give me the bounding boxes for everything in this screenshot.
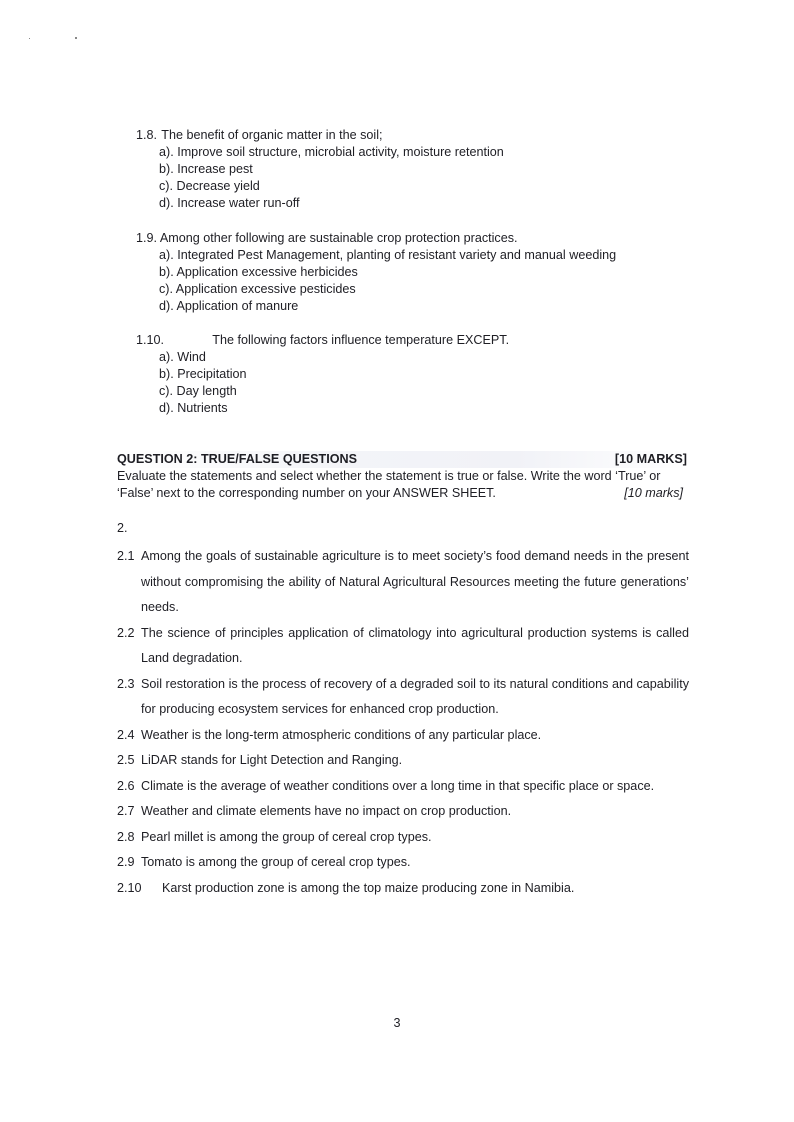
question-2-section (117, 451, 687, 502)
instructions-line: ‘False’ next to the corresponding number on your ANSWER SHEET. (117, 486, 496, 500)
statement-text: Climate is the average of weather conditions over a long time in that specific place or space. (141, 778, 655, 793)
section-instructions (117, 468, 687, 502)
statement-number: 2.6 (117, 778, 135, 793)
statement-2-5 (117, 748, 689, 774)
section-marks: [10 MARKS] (614, 452, 687, 466)
question-number: 1.10. (136, 333, 165, 347)
options-list (159, 144, 504, 212)
question-stem (136, 230, 616, 247)
statement-number: 2.1 (117, 549, 135, 563)
statement-text: Karst production zone is among the top maize producing zone in Namibia. (162, 880, 575, 895)
statement-2-8 (117, 825, 689, 851)
true-false-list (117, 520, 689, 901)
statement-2-4 (117, 723, 689, 749)
option-b: b). Precipitation (159, 367, 247, 381)
statement-text: The science of principles application of climatology into agricultural production systems is called Land degradation. (141, 625, 689, 665)
option-a: a). Wind (159, 350, 206, 364)
section-header (117, 451, 687, 468)
option-a: a). Improve soil structure, microbial activity, moisture retention (159, 145, 504, 159)
section-title: QUESTION 2: TRUE/FALSE QUESTIONS (117, 452, 358, 466)
instructions-line: Evaluate the statements and select whether the statement is true or false. Write the word ‘True’ or (117, 469, 661, 483)
statement-number: 2.3 (117, 676, 135, 691)
question-number: 2. (117, 521, 128, 535)
option-d: d). Nutrients (159, 401, 228, 415)
options-list (159, 247, 616, 315)
statement-text: LiDAR stands for Light Detection and Ranging. (141, 753, 403, 767)
statement-text: Pearl millet is among the group of cereal crop types. (141, 829, 432, 844)
statement-2-7 (117, 799, 689, 825)
question-1-10 (136, 332, 509, 417)
statement-2-1 (117, 544, 689, 621)
question-1-9 (136, 230, 616, 315)
statement-2-9 (117, 850, 689, 876)
question-number: 1.9. (136, 231, 158, 245)
statement-number: 2.7 (117, 804, 135, 818)
options-list (159, 349, 509, 417)
question-stem (136, 127, 504, 144)
option-a: a). Integrated Pest Management, planting of resistant variety and manual weeding (159, 248, 617, 262)
statement-number: 2.5 (117, 753, 135, 767)
statement-text: Soil restoration is the process of recovery of a degraded soil to its natural conditions and capability for producing ecosystem services for enhanced crop production. (141, 676, 689, 716)
statement-number: 2.10 (117, 880, 142, 895)
statement-text: Weather and climate elements have no impact on crop production. (141, 804, 512, 818)
statement-2-3 (117, 672, 689, 723)
option-c: c). Decrease yield (159, 179, 260, 193)
question-number: 1.8. (136, 128, 158, 142)
statement-2-6 (117, 774, 689, 800)
instructions-marks: [10 marks] (624, 486, 683, 500)
option-c: c). Application excessive pesticides (159, 282, 356, 296)
page-number: 3 (393, 1016, 401, 1030)
question-text: The following factors influence temperature EXCEPT. (212, 333, 510, 347)
question-text: The benefit of organic matter in the soil; (161, 128, 383, 142)
option-d: d). Increase water run-off (159, 196, 300, 210)
option-b: b). Increase pest (159, 162, 253, 176)
scan-speck (75, 37, 77, 39)
scan-speck (29, 38, 30, 39)
statement-number: 2.2 (117, 625, 135, 640)
statement-2-2 (117, 621, 689, 672)
statement-number: 2.9 (117, 855, 135, 869)
option-c: c). Day length (159, 384, 237, 398)
option-d: d). Application of manure (159, 299, 299, 313)
statement-2-10 (117, 876, 689, 902)
statement-text: Among the goals of sustainable agriculture is to meet society’s food demand needs in the present without compromising the ability of Natural Agricultural Resources meeting the future generations’ needs. (141, 549, 689, 614)
question-stem (136, 332, 509, 349)
option-b: b). Application excessive herbicides (159, 265, 358, 279)
question-text: Among other following are sustainable crop protection practices. (159, 231, 518, 245)
statement-number: 2.8 (117, 829, 135, 844)
statement-number: 2.4 (117, 727, 135, 742)
statement-text: Tomato is among the group of cereal crop types. (141, 855, 411, 869)
question-1-8 (136, 127, 504, 212)
statement-text: Weather is the long-term atmospheric conditions of any particular place. (141, 727, 542, 742)
